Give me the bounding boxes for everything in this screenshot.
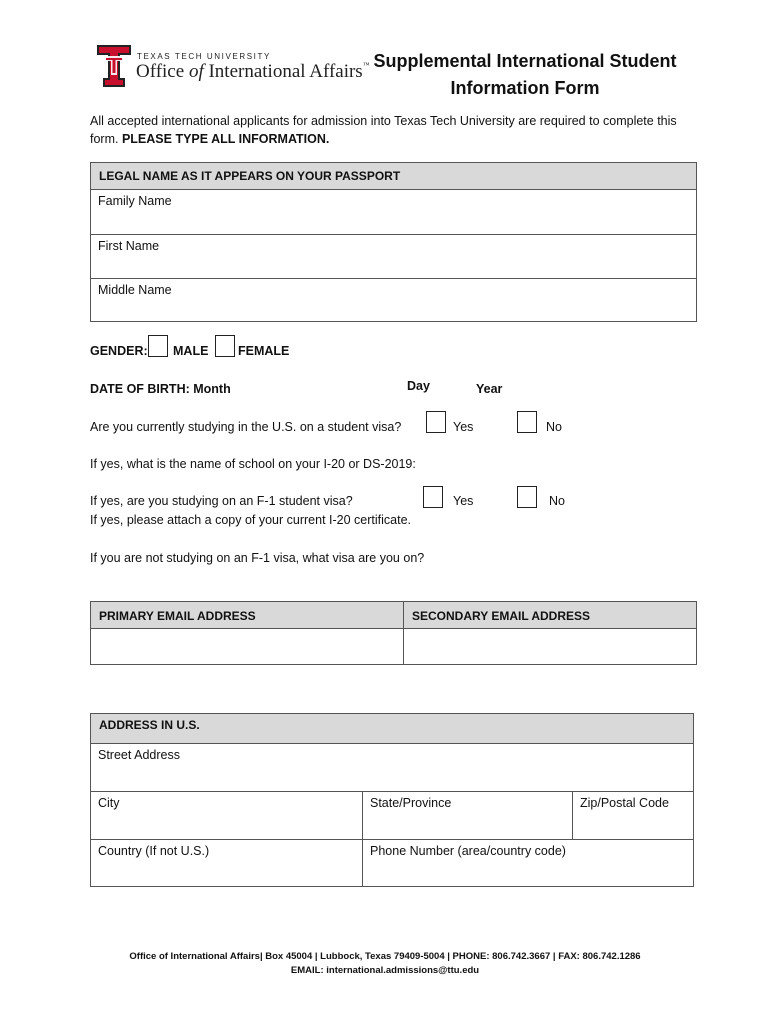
f1-visa-no-checkbox[interactable]	[517, 486, 537, 508]
other-visa-question: If you are not studying on an F-1 visa, what visa are you on?	[90, 551, 425, 565]
female-checkbox[interactable]	[215, 335, 235, 357]
student-visa-no-checkbox[interactable]	[517, 411, 537, 433]
gender-label: GENDER:	[90, 344, 148, 358]
office-name: Office of International Affairs™	[136, 61, 370, 82]
f1-visa-yes-label: Yes	[453, 494, 474, 508]
primary-email-field[interactable]	[91, 629, 404, 665]
student-visa-yes-label: Yes	[453, 420, 474, 434]
family-name-field[interactable]: Family Name	[98, 194, 172, 208]
student-visa-no-label: No	[546, 420, 562, 434]
zip-postal-field[interactable]: Zip/Postal Code	[573, 791, 693, 839]
male-checkbox[interactable]	[148, 335, 168, 357]
f1-visa-yes-checkbox[interactable]	[423, 486, 443, 508]
footer-address: Office of International Affairs| Box 45004 | Lubbock, Texas 79409-5004 | PHONE: 806.742.3667 | FAX: 806.742.1286	[129, 951, 641, 962]
university-name: TEXAS TECH UNIVERSITY	[137, 52, 271, 61]
page-title: Supplemental International Student Information Form	[373, 51, 677, 98]
footer-contact	[40, 950, 730, 978]
intro-text: All accepted international applicants for admission into Texas Tech University are required to complete this form. PLEASE TYPE ALL INFORMATION.	[90, 114, 677, 146]
footer-email: EMAIL: international.admissions@ttu.edu	[290, 965, 480, 976]
phone-number-field[interactable]: Phone Number (area/country code)	[363, 839, 693, 886]
primary-email-header: PRIMARY EMAIL ADDRESS	[91, 602, 404, 629]
state-province-field[interactable]: State/Province	[363, 791, 573, 839]
address-header: ADDRESS IN U.S.	[91, 714, 693, 744]
secondary-email-header: SECONDARY EMAIL ADDRESS	[404, 602, 696, 629]
address-table	[90, 713, 694, 887]
male-label: MALE	[173, 344, 209, 358]
dob-day-label: Day	[407, 379, 430, 393]
email-table	[90, 601, 697, 665]
i20-attach-note: If yes, please attach a copy of your current I-20 certificate.	[90, 513, 411, 527]
f1-visa-question: If yes, are you studying on an F-1 student visa?	[90, 494, 353, 508]
country-field[interactable]: Country (If not U.S.)	[91, 839, 363, 886]
student-visa-yes-checkbox[interactable]	[426, 411, 446, 433]
city-field[interactable]: City	[91, 791, 363, 839]
legal-name-table	[90, 162, 697, 322]
dob-year-label: Year	[476, 382, 503, 396]
student-visa-question: Are you currently studying in the U.S. on a student visa?	[90, 420, 402, 434]
texas-tech-logo-icon	[96, 42, 132, 90]
secondary-email-field[interactable]	[404, 629, 696, 665]
f1-visa-no-label: No	[549, 494, 565, 508]
first-name-field[interactable]: First Name	[91, 234, 696, 278]
street-address-field[interactable]: Street Address	[98, 748, 180, 762]
middle-name-field[interactable]: Middle Name	[91, 278, 696, 322]
school-name-question: If yes, what is the name of school on your I-20 or DS-2019:	[90, 457, 416, 471]
legal-name-header: LEGAL NAME AS IT APPEARS ON YOUR PASSPORT	[91, 163, 696, 190]
female-label: FEMALE	[238, 344, 290, 358]
dob-label: DATE OF BIRTH: Month	[90, 382, 231, 396]
